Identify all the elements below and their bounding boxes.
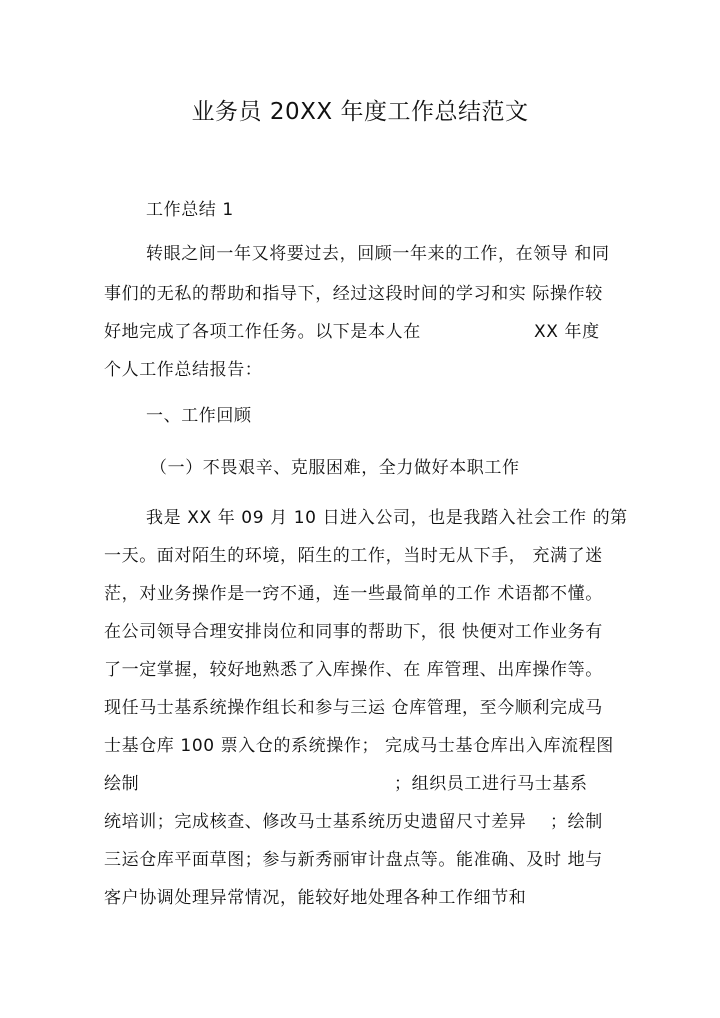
paragraph-line: 事们的无私的帮助和指导下，经过这段时间的学习和实 际操作较	[104, 284, 603, 304]
paragraph-line: XX 年度	[534, 322, 600, 342]
paragraph-line: 现任马士基系统操作组长和参与三运 仓库管理，至今顺利完成马	[104, 698, 603, 718]
heading-1: 一、工作回顾	[146, 406, 252, 426]
paragraph-line: 了一定掌握，较好地熟悉了入库操作、在 库管理、出库操作等。	[104, 660, 603, 680]
paragraph-line: 在公司领导合理安排岗位和同事的帮助下，很 快便对工作业务有	[104, 622, 603, 642]
paragraph-line: ；组织员工进行马士基系	[394, 774, 588, 794]
paragraph-line: 茫，对业务操作是一窍不通，连一些最简单的工作 术语都不懂。	[104, 584, 603, 604]
paragraph-line: 个人工作总结报告：	[104, 360, 263, 380]
paragraph-line: ；绘制	[550, 812, 603, 832]
paragraph-line: 三运仓库平面草图；参与新秀丽审计盘点等。能准确、及时 地与	[104, 850, 603, 870]
paragraph-line: 我是 XX 年 09 月 10 日进入公司，也是我踏入社会工作 的第	[146, 508, 628, 528]
paragraph-line: 一天。面对陌生的环境，陌生的工作，当时无从下手， 充满了迷	[104, 546, 603, 566]
document-title: 业务员 20XX 年度工作总结范文	[191, 99, 529, 125]
paragraph-line: 好地完成了各项工作任务。以下是本人在	[104, 322, 421, 342]
paragraph-line: 转眼之间一年又将要过去，回顾一年来的工作，在领导 和同	[146, 244, 610, 264]
section-label: 工作总结 1	[146, 200, 234, 220]
paragraph-line: 士基仓库 100 票入仓的系统操作； 完成马士基仓库出入库流程图	[104, 736, 614, 756]
paragraph-line: 客户协调处理异常情况，能较好地处理各种工作细节和	[104, 888, 527, 908]
paragraph-line: 统培训；完成核查、修改马士基系统历史遗留尺寸差异	[104, 812, 527, 832]
paragraph-line: 绘制	[104, 774, 140, 794]
heading-2: （一）不畏艰辛、克服困难，全力做好本职工作	[150, 458, 520, 478]
